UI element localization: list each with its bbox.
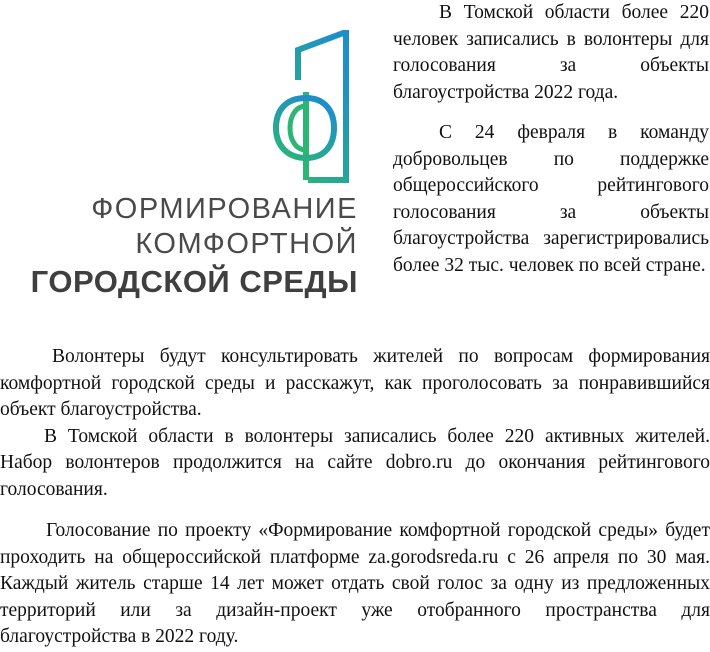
logo-line-3: ГОРОДСКОЙ СРЕДЫ [30, 264, 358, 299]
logo-line-1: ФОРМИРОВАНИЕ [91, 193, 358, 225]
body-text [0, 344, 710, 651]
logo-line-2: КОМФОРТНОЙ [135, 228, 358, 260]
body-paragraph-2: В Томской области в волонтеры записались более 220 активных жителей. Набор волонтеров продолжится на сайте dobro.ru до окончания рейтингового голосования. [0, 425, 710, 500]
right-column [393, 0, 709, 279]
body-paragraph-1: Волонтеры будут консультировать жителей по вопросам формирования комфортной городской среды и расскажут, как проголосовать за понравившийся объект благоустройства. [0, 346, 710, 420]
logo [28, 24, 358, 314]
body-paragraph-3: Голосование по проекту «Формирование комфортной городской среды» будет проходить на общероссийской платформе za.gorodsreda.ru с 26 апреля по 30 мая. Каждый житель старше 14 лет может отдать свой голос за одну из предложенных территорий или за дизайн-проект уже отобранного пространства для благоустройства в 2022 году. [0, 520, 710, 647]
right-paragraph-2: С 24 февраля в команду добровольцев по поддержке общероссийского рейтингового голосования за объекты благоустройства зарегистрировались более 32 тыс. человек по всей стране. [393, 122, 709, 276]
ff-building-logo-icon [268, 30, 358, 190]
logo-text [31, 192, 358, 302]
right-paragraph-1: В Томской области более 220 человек записались в волонтеры для голосования за объекты благоустройства 2022 года. [393, 2, 709, 103]
